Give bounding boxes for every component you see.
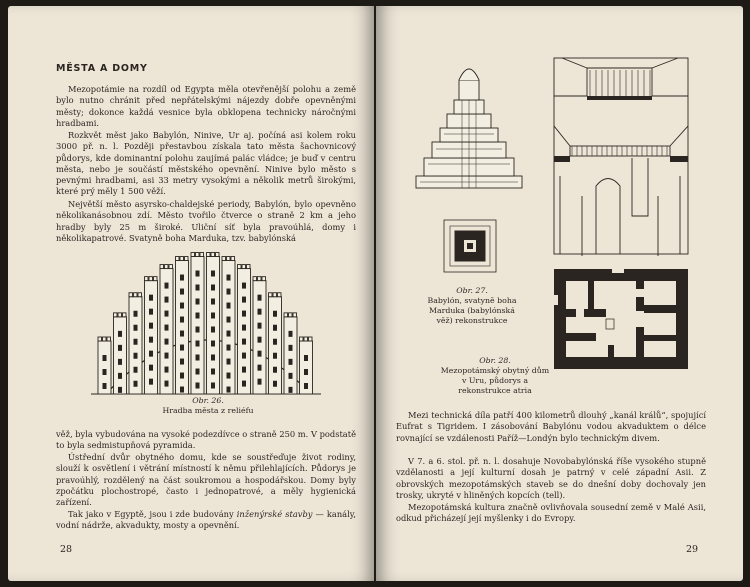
paragraph: Tak jako v Egyptě, jsou i zde budovány inženýrské stavby — kanály, vodní nádrže, akvadukty, mosty a opevnění. xyxy=(56,509,356,531)
figure-26-caption xyxy=(138,396,278,416)
figure-caption-text: Hradba města z reliéfu xyxy=(162,406,254,415)
paragraph: Největší město asyrsko-chaldejské periody, Babylón, bylo opevněno několikanásobnou zdí. Město tvořilo čtverce o straně 2 km a jeho hradby byly 25 m široké. Uliční síť byla pravoúhlá, domy i několikapatrové. Svatyně boha Marduka, tzv. babylónská xyxy=(56,199,356,243)
paragraph: Ústřední dvůr obytného domu, kde se soustřeďuje život rodiny, slouží k osvětlení i větrání místností k němu přilehlajících. Půdorys je pravoúhlý, rozdělený na část soukromou a hospodářskou. Domy byly zpočátku plochostropé, často i jednopatrové, a měly hygienická zařízení. xyxy=(56,452,356,508)
figure-27-caption xyxy=(422,286,522,326)
paragraph: V 7. a 6. stol. př. n. l. dosahuje Novobabylónská říše vysokého stupně vzdělanosti a její kulturní dosah je patrný v celé západní Asii. Z obrovských mezopotámských staveb se do dnešní doby dochovaly jen trosky, ukryté v hliněných kopcích (tell). xyxy=(396,456,706,500)
ziggurat-plan-illustration xyxy=(442,218,498,274)
figure-28-caption xyxy=(440,356,550,396)
ziggurat-elevation-illustration xyxy=(414,54,524,194)
paragraph: Mezi technická díla patří 400 kilometrů dlouhý „kanál králů“, spojující Eufrat s Tigridem. I zásobování Babylónu vodou akvaduktem o délce rovnající se vzdálenosti Paříž—Londýn bylo technickým divem. xyxy=(396,410,706,443)
figure-caption-text: Mezopotámský obytný dům v Uru, půdorys a rekonstrukce atria xyxy=(440,366,550,395)
atrium-reconstruction-illustration xyxy=(552,56,690,256)
house-floor-plan-illustration xyxy=(548,265,694,373)
city-wall-relief-illustration xyxy=(86,246,326,396)
section-heading: MĚSTA A DOMY xyxy=(56,63,148,74)
figure-number: Obr. 26. xyxy=(192,396,224,405)
figure-number: Obr. 28. xyxy=(479,356,511,365)
left-page xyxy=(8,6,374,581)
paragraph: Mezopotámie na rozdíl od Egypta měla otevřenější polohu a země bylo nutno chránit před nepřátelskými nájezdy dobře opevněnými městy; dokonce každá vesnice byla obklopena technicky náročnými hradbami. xyxy=(56,84,356,128)
paragraph: věž, byla vybudována na vysoké podezdívce o straně 250 m. V podstatě to byla sedmistupňová pyramida. xyxy=(56,429,356,451)
page-number: 28 xyxy=(60,544,73,555)
paragraph: Mezopotámská kultura značně ovlivňovala sousední země v Malé Asii, odkud přicházejí její myšlenky i do Evropy. xyxy=(396,502,706,524)
figure-caption-text: Babylón, svatyně boha Marduka (babylónská věž) rekonstrukce xyxy=(427,296,517,325)
figure-number: Obr. 27. xyxy=(456,286,488,295)
page-number: 29 xyxy=(686,544,699,555)
emphasis: inženýrské stavby xyxy=(236,509,313,519)
right-page xyxy=(376,6,743,581)
paragraph: Rozkvět měst jako Babylón, Ninive, Ur aj. počíná asi kolem roku 3000 př. n. l. Později přestavbou získala tato města šachovnicový půdorys, kde dominantní polohu zaujímá palác vládce; je buď v centru města, nebo je součástí městského opevnění. Ninive bylo město s pevnými hradbami, asi 33 metry vysokými a několik metrů širokými, které prý měly 1 500 věží. xyxy=(56,130,356,197)
